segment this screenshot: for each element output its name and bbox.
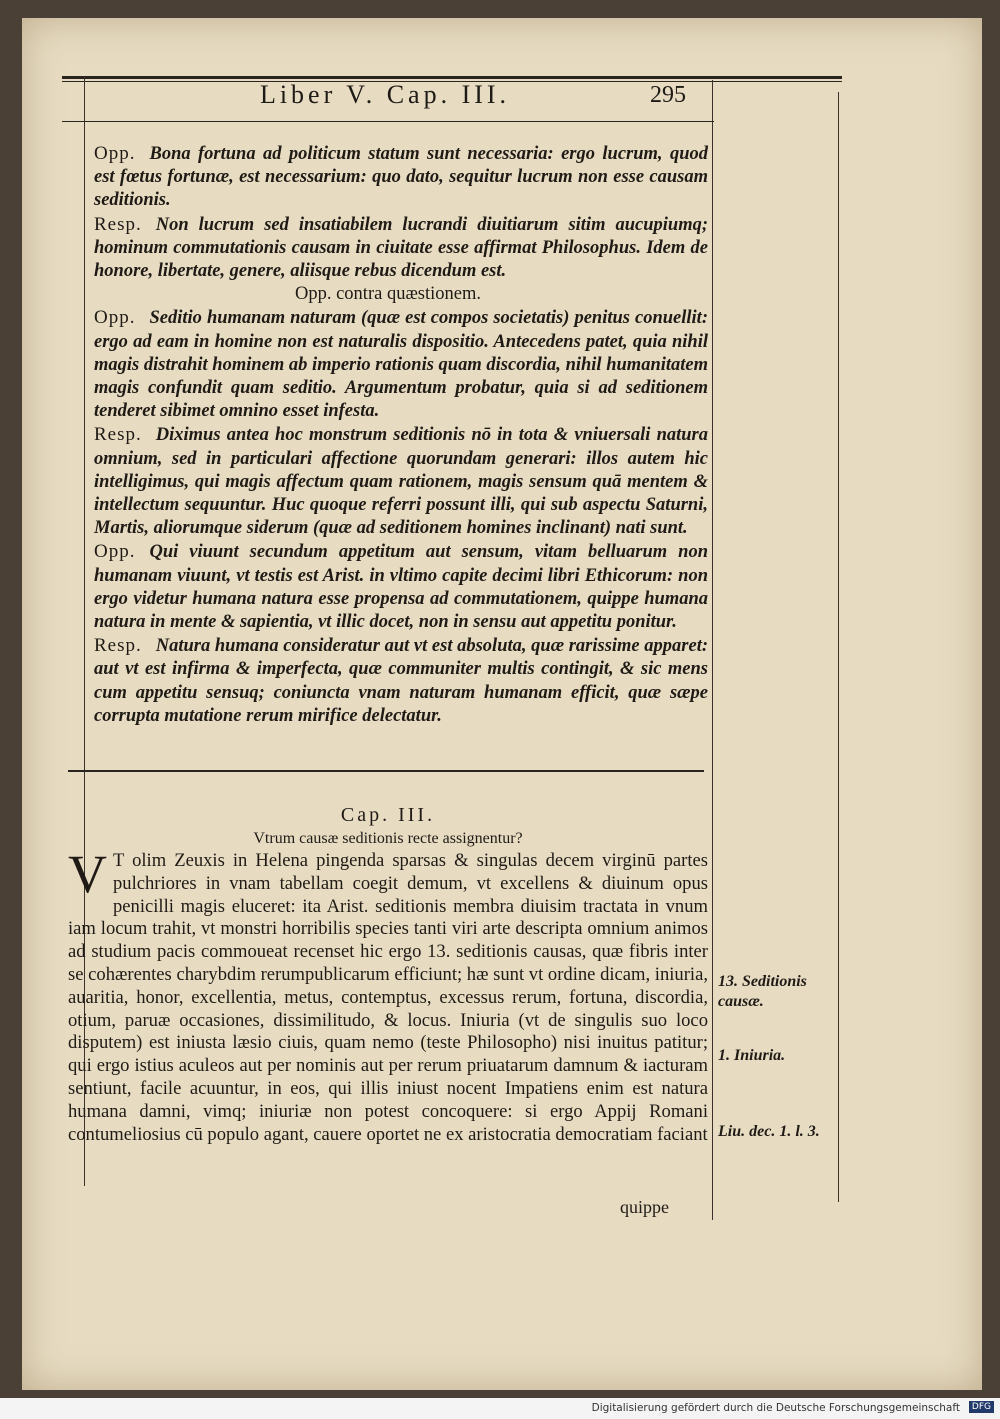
chapter-heading: Cap. III. [340, 804, 436, 826]
text-frame-line [712, 80, 713, 1220]
body-text: T olim Zeuxis in Helena pingenda sparsas & singulas decem virginū partes pulchriores in vnam tabellam coegit demum, vt excellens & diuinum opus penicilli magis eluceret: ita Arist. seditionis membra diuisim tractata in vnum iam locum trahit, vt monstri horribilis species tanti viri arte descripta omnium animos ad studium pacis commoueat recenset hic ergo 13. seditionis causas, quæ fibris inter se cohærentes charybdim rerumpublicarum efficiunt; hæ sunt vt ordine dicam, iniuria, auaritia, honor, excellentia, metus, contemptus, excessus rerum, fortuna, discordia, otium, paruæ occasiones, dissimilitudo, & locus. Iniuria (vt de singulis suo loco disputem) est iniusta læsio ciuis, quam nemo (teste Philosopho) nisi inuitus patitur; qui ergo istius aculeos aut per nominis aut per rerum priuatarum damnum & iacturam sentiunt, facile acuuntur, in eos, qui illis iniust nocent Impatiens enim est natura humana damni, vimq; iniuriæ non potest concoquere: si ergo Appij Romani contumeliosius cū populo agant, cauere oportet ne ex aristocratia democratiam faciant [68, 850, 708, 1145]
paragraph: Resp. Natura humana consideratur aut vt est absoluta, quæ rarissime apparet: aut vt est infirma & imperfecta, quæ communiter multis contingit, & sic mens cum appetitu sensuq; coniuncta vnam naturam humanam efficit, quæ sæpe corrupta mutatione rerum mirifice delectatur. [94, 635, 708, 726]
outer-frame-line [838, 92, 839, 1202]
dfg-logo: DFG [969, 1401, 994, 1413]
margin-note: 13. Seditionis causæ. [718, 973, 807, 1010]
section-heading: Opp. contra quæstionem. [294, 284, 481, 305]
section-separator [68, 770, 704, 772]
top-rule [62, 76, 842, 79]
header-rule [62, 121, 714, 122]
paragraph: Opp. Qui viuunt secundum appetitum aut sensum, vitam belluarum non humanam viuunt, vt testis est Arist. in vltimo capite decimi libri Ethicorum: non ergo videtur humana natura esse propensa ad commutationem, quippe humana natura in mente & sapientia, vt illic docet, non in sensu aut appetitu ponitur. [94, 541, 708, 633]
chapter-body [68, 844, 708, 1146]
footer-text: Digitalisierung gefördert durch die Deutsche Forschungsgemeinschaft [591, 1402, 960, 1414]
paragraph: Resp. Diximus antea hoc monstrum seditionis nō in tota & vniuersali natura omnium, sed in particulari affectione quorundam generari: illos autem hic intelligimus, qui magis affectum quam rationem, magis sensum quā mentem & intellectum sequuntur. Huc quoque referri possunt illi, qui sub aspectu Saturni, Martis, aliorumque siderum (quæ ad seditionem homines inclinant) nati sunt. [94, 424, 708, 539]
footer-bar [0, 1398, 1000, 1419]
chapter-subheading: Vtrum causæ seditionis recte assignentur? [253, 830, 523, 847]
drop-cap: V [68, 844, 107, 904]
paragraph: Opp. Seditio humanam naturam (quæ est compos societatis) penitus conuellit: ergo ad eam in homine non est naturalis dispositio. Antecedens patet, quia nihil magis distrahit hominem ab imperio rationis quam discordia, nihil humanitatem magis confundit quam seditio. Argumentum probatur, quia si ad seditionem tenderet sibimet omnino esset infesta. [94, 307, 708, 422]
running-title: Liber V. Cap. III. [259, 80, 511, 109]
margin-note: Liu. dec. 1. l. 3. [718, 1123, 820, 1140]
paragraph: Opp. Bona fortuna ad politicum statum sunt necessaria: ergo lucrum, quod est fœtus fortunæ, est necessarium: quo dato, sequitur lucrum non esse causam seditionis. [94, 143, 708, 211]
paragraph: Resp. Non lucrum sed insatiabilem lucrandi diuitiarum sitim aucupiumq; hominum commutationis causam in ciuitate esse affirmat Philosophus. Idem de honore, libertate, genere, aliisque rebus dicendum est. [94, 213, 708, 282]
page-number: 295 [650, 82, 686, 108]
top-section [68, 142, 708, 728]
catchword: quippe [620, 1197, 669, 1217]
margin-note: 1. Iniuria. [718, 1047, 786, 1064]
